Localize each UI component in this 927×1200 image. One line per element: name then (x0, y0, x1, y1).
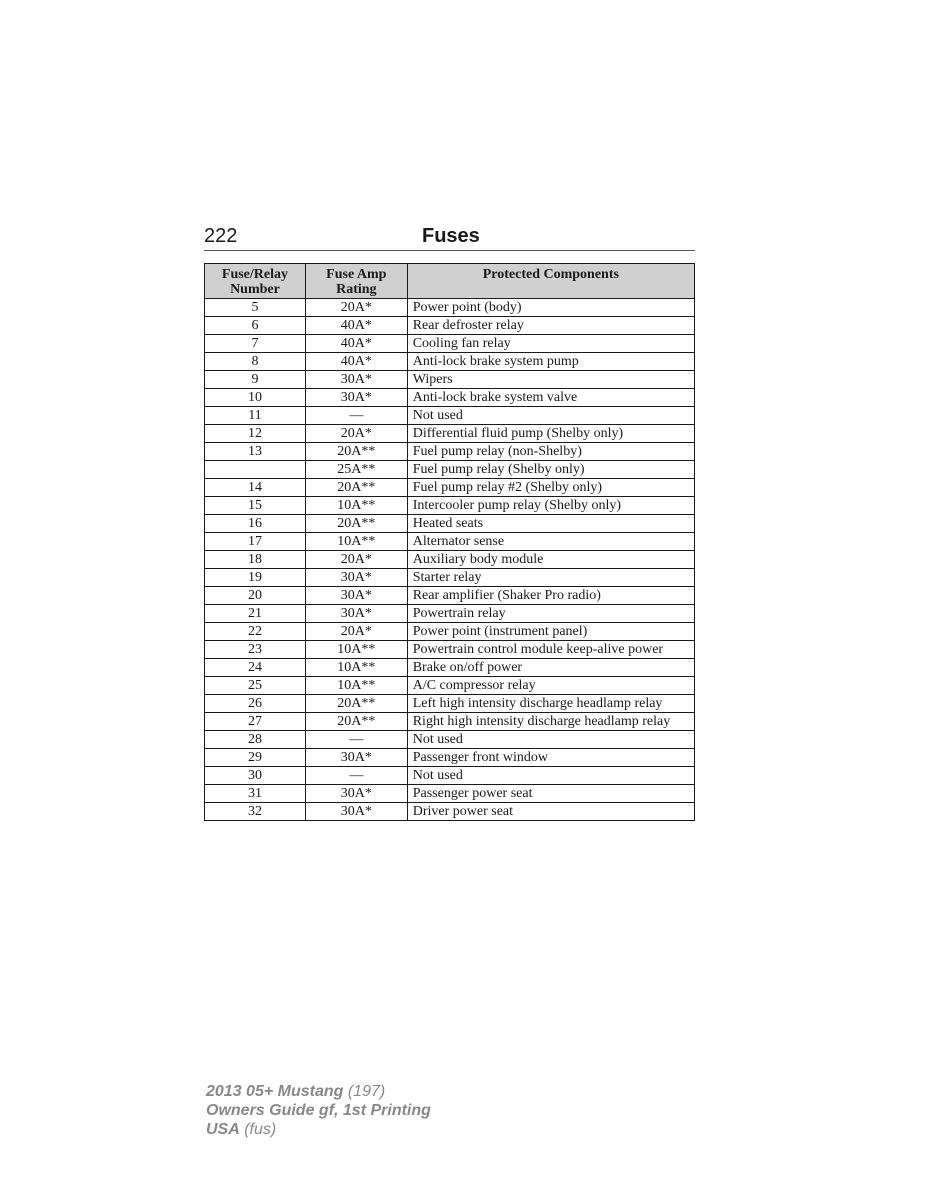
table-row (205, 425, 695, 443)
cell-amp-rating: 30A* (305, 569, 407, 587)
table-row (205, 731, 695, 749)
column-header-components (407, 264, 694, 299)
column-header-number-line2: Number (230, 282, 280, 297)
footer-model-code: (197) (343, 1083, 386, 1100)
table-row (205, 515, 695, 533)
cell-protected-component: Passenger front window (407, 749, 694, 767)
table-row (205, 479, 695, 497)
cell-protected-component: Differential fluid pump (Shelby only) (407, 425, 694, 443)
table-header-row (205, 264, 695, 299)
cell-fuse-number: 8 (205, 353, 306, 371)
cell-amp-rating: 20A** (305, 695, 407, 713)
cell-fuse-number: 15 (205, 497, 306, 515)
table-row (205, 803, 695, 821)
cell-fuse-number: 19 (205, 569, 306, 587)
cell-amp-rating: — (305, 767, 407, 785)
cell-amp-rating: 10A** (305, 677, 407, 695)
footer-model: 2013 05+ Mustang (206, 1083, 344, 1100)
cell-fuse-number: 27 (205, 713, 306, 731)
table-row (205, 623, 695, 641)
cell-fuse-number: 21 (205, 605, 306, 623)
cell-amp-rating: 20A* (305, 551, 407, 569)
page-header (204, 224, 695, 251)
cell-amp-rating: 30A* (305, 389, 407, 407)
cell-protected-component: Power point (instrument panel) (407, 623, 694, 641)
cell-protected-component: Fuel pump relay (Shelby only) (407, 461, 694, 479)
cell-fuse-number: 23 (205, 641, 306, 659)
cell-amp-rating: 20A* (305, 299, 407, 317)
cell-amp-rating: 40A* (305, 353, 407, 371)
cell-protected-component: Intercooler pump relay (Shelby only) (407, 497, 694, 515)
cell-protected-component: Brake on/off power (407, 659, 694, 677)
cell-protected-component: Auxiliary body module (407, 551, 694, 569)
column-header-number-line1: Fuse/Relay (221, 267, 288, 282)
cell-amp-rating: 10A** (305, 497, 407, 515)
cell-protected-component: Fuel pump relay #2 (Shelby only) (407, 479, 694, 497)
cell-protected-component: Powertrain control module keep-alive power (407, 641, 694, 659)
footer-market: USA (206, 1121, 240, 1138)
footer-printing: Owners Guide gf, 1st Printing (206, 1102, 431, 1119)
cell-amp-rating: 30A* (305, 803, 407, 821)
cell-amp-rating: 10A** (305, 659, 407, 677)
cell-fuse-number: 16 (205, 515, 306, 533)
cell-protected-component: Not used (407, 407, 694, 425)
cell-fuse-number: 25 (205, 677, 306, 695)
table-row (205, 299, 695, 317)
cell-amp-rating: 40A* (305, 317, 407, 335)
cell-protected-component: Fuel pump relay (non-Shelby) (407, 443, 694, 461)
column-header-amp-line1: Fuse Amp (326, 267, 387, 282)
table-row (205, 443, 695, 461)
cell-amp-rating: 20A** (305, 443, 407, 461)
table-row (205, 533, 695, 551)
cell-amp-rating: 30A* (305, 749, 407, 767)
cell-amp-rating: 20A** (305, 479, 407, 497)
table-row (205, 767, 695, 785)
cell-amp-rating: 25A** (305, 461, 407, 479)
cell-fuse-number: 13 (205, 443, 306, 461)
table-row (205, 389, 695, 407)
cell-protected-component: Starter relay (407, 569, 694, 587)
cell-amp-rating: 20A** (305, 515, 407, 533)
cell-amp-rating: 30A* (305, 587, 407, 605)
cell-fuse-number: 26 (205, 695, 306, 713)
cell-fuse-number: 28 (205, 731, 306, 749)
column-header-amp (305, 264, 407, 299)
cell-fuse-number: 32 (205, 803, 306, 821)
cell-amp-rating: 10A** (305, 641, 407, 659)
cell-fuse-number: 18 (205, 551, 306, 569)
table-row (205, 605, 695, 623)
cell-fuse-number: 31 (205, 785, 306, 803)
cell-protected-component: Passenger power seat (407, 785, 694, 803)
cell-amp-rating: 30A* (305, 605, 407, 623)
table-row (205, 785, 695, 803)
cell-protected-component: Heated seats (407, 515, 694, 533)
table-row (205, 497, 695, 515)
cell-fuse-number: 6 (205, 317, 306, 335)
cell-fuse-number: 24 (205, 659, 306, 677)
table-row (205, 551, 695, 569)
cell-amp-rating: 20A* (305, 623, 407, 641)
section-title: Fuses (422, 225, 480, 247)
table-row (205, 335, 695, 353)
cell-amp-rating: — (305, 407, 407, 425)
cell-fuse-number: 11 (205, 407, 306, 425)
column-header-components-line1: Protected Components (482, 267, 619, 282)
cell-protected-component: Left high intensity discharge headlamp relay (407, 695, 694, 713)
table-row (205, 587, 695, 605)
table-row (205, 713, 695, 731)
fuse-table (204, 263, 695, 821)
cell-amp-rating: 20A** (305, 713, 407, 731)
cell-amp-rating: 30A* (305, 371, 407, 389)
cell-fuse-number: 9 (205, 371, 306, 389)
cell-protected-component: Not used (407, 731, 694, 749)
footer-line-3 (206, 1120, 431, 1139)
cell-fuse-number: 17 (205, 533, 306, 551)
cell-fuse-number: 29 (205, 749, 306, 767)
table-body (205, 299, 695, 821)
cell-amp-rating: 10A** (305, 533, 407, 551)
page-number: 222 (204, 225, 238, 247)
cell-protected-component: Power point (body) (407, 299, 694, 317)
cell-fuse-number: 14 (205, 479, 306, 497)
cell-fuse-number: 12 (205, 425, 306, 443)
cell-protected-component: Right high intensity discharge headlamp relay (407, 713, 694, 731)
cell-fuse-number: 5 (205, 299, 306, 317)
cell-protected-component: Anti-lock brake system valve (407, 389, 694, 407)
cell-fuse-number: 22 (205, 623, 306, 641)
footer-market-code: (fus) (239, 1121, 277, 1138)
table-row (205, 695, 695, 713)
footer-line-2 (206, 1101, 431, 1120)
cell-amp-rating: 20A* (305, 425, 407, 443)
cell-protected-component: Rear amplifier (Shaker Pro radio) (407, 587, 694, 605)
table-row (205, 461, 695, 479)
cell-amp-rating: 30A* (305, 785, 407, 803)
footer-line-1 (206, 1082, 431, 1101)
column-header-amp-line2: Rating (336, 282, 377, 297)
cell-protected-component: A/C compressor relay (407, 677, 694, 695)
cell-fuse-number (205, 461, 306, 479)
table-row (205, 569, 695, 587)
column-header-number (205, 264, 306, 299)
cell-protected-component: Driver power seat (407, 803, 694, 821)
cell-protected-component: Powertrain relay (407, 605, 694, 623)
cell-protected-component: Wipers (407, 371, 694, 389)
cell-amp-rating: 40A* (305, 335, 407, 353)
cell-fuse-number: 10 (205, 389, 306, 407)
cell-amp-rating: — (305, 731, 407, 749)
table-row (205, 371, 695, 389)
cell-protected-component: Cooling fan relay (407, 335, 694, 353)
table-row (205, 641, 695, 659)
cell-protected-component: Alternator sense (407, 533, 694, 551)
table-row (205, 353, 695, 371)
table-row (205, 407, 695, 425)
table-row (205, 659, 695, 677)
cell-protected-component: Anti-lock brake system pump (407, 353, 694, 371)
table-row (205, 677, 695, 695)
cell-fuse-number: 30 (205, 767, 306, 785)
cell-fuse-number: 20 (205, 587, 306, 605)
cell-protected-component: Not used (407, 767, 694, 785)
cell-protected-component: Rear defroster relay (407, 317, 694, 335)
cell-fuse-number: 7 (205, 335, 306, 353)
table-row (205, 749, 695, 767)
table-row (205, 317, 695, 335)
page-footer (206, 1082, 431, 1139)
